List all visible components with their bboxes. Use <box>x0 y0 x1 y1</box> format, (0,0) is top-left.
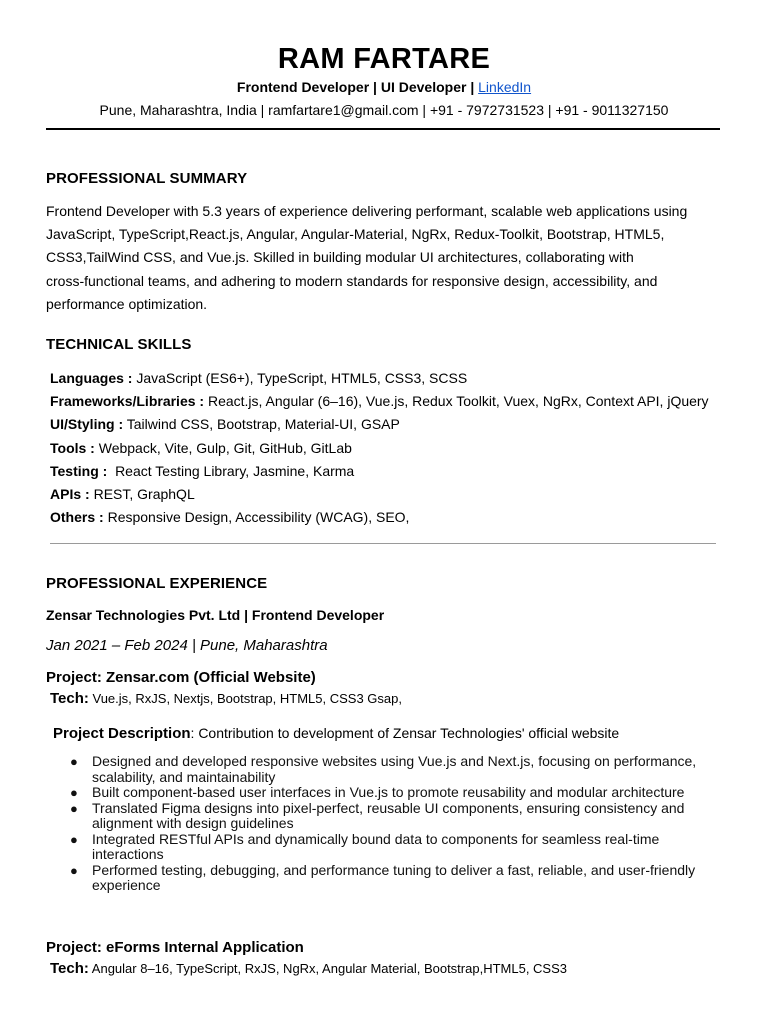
bullet-line: Built component-based user interfaces in Vue.js to promote reusability and modular architecture <box>92 784 685 800</box>
experience-heading: PROFESSIONAL EXPERIENCE <box>46 575 268 592</box>
company-line: Zensar Technologies Pvt. Ltd | Frontend Developer <box>46 607 385 623</box>
skills-list <box>50 367 750 529</box>
bullet-dot-icon: ● <box>70 800 78 816</box>
skill-row <box>50 460 750 483</box>
tech-label: Tech: <box>50 960 89 977</box>
skill-label: Testing : <box>50 462 108 479</box>
summary-line: Frontend Developer with 5.3 years of experience delivering performant, scalable web applications using <box>46 203 688 219</box>
skill-row <box>50 483 750 506</box>
project-description <box>53 723 619 744</box>
tech-value: Angular 8–16, TypeScript, RxJS, NgRx, Angular Material, Bootstrap,HTML5, CSS3 <box>88 961 567 976</box>
project-tech <box>50 959 567 979</box>
bullet-line: scalability, and maintainability <box>92 768 276 785</box>
candidate-name: RAM FARTARE <box>277 43 491 75</box>
summary-line: performance optimization. <box>46 295 208 312</box>
bullet-item <box>70 832 720 863</box>
skill-row <box>50 413 750 436</box>
skill-value: JavaScript (ES6+), TypeScript, HTML5, CSS3, SCSS <box>132 370 468 386</box>
project-title: Project: Zensar.com (Official Website) <box>46 669 316 686</box>
bullet-item <box>70 785 720 801</box>
skill-value: React Testing Library, Jasmine, Karma <box>107 462 355 479</box>
project-title: Project: eForms Internal Application <box>46 939 304 956</box>
skill-value: REST, GraphQL <box>89 486 195 503</box>
skill-row <box>50 390 750 413</box>
skill-row <box>50 437 750 460</box>
skill-label: Others : <box>50 509 104 526</box>
skill-row <box>50 506 750 529</box>
tech-label: Tech: <box>50 690 89 707</box>
summary-heading: PROFESSIONAL SUMMARY <box>46 170 248 187</box>
skill-label: UI/Styling : <box>50 416 124 433</box>
bullet-line: interactions <box>92 846 164 862</box>
skill-value: Responsive Design, Accessibility (WCAG), SEO, <box>103 509 410 526</box>
summary-line: JavaScript, TypeScript,React.js, Angular, Angular-Material, NgRx, Redux-Toolkit, Bootstrap, HTML5, <box>46 226 665 243</box>
description-value: : Contribution to development of Zensar Technologies' official website <box>190 725 620 741</box>
summary-line: cross-functional teams, and adhering to modern standards for responsive design, accessibility, and <box>46 272 658 289</box>
contact-line: Pune, Maharashtra, India | ramfartare1@gmail.com | +91 - 7972731523 | +91 - 9011327150 <box>99 102 669 118</box>
bullet-item <box>70 754 720 785</box>
section-divider <box>50 543 716 544</box>
bullet-line: alignment with design guidelines <box>92 815 294 831</box>
skill-label: Frameworks/Libraries : <box>50 393 205 410</box>
skill-label: Languages : <box>50 370 133 386</box>
linkedin-link[interactable]: LinkedIn <box>478 79 532 95</box>
tech-value: Vue.js, RxJS, Nextjs, Bootstrap, HTML5, CSS3 Gsap, <box>88 691 402 706</box>
description-label: Project Description <box>53 725 191 742</box>
bullet-dot-icon: ● <box>70 862 78 878</box>
summary-text <box>46 200 726 316</box>
bullet-dot-icon: ● <box>70 754 78 769</box>
bullet-line: Translated Figma designs into pixel-perfect, reusable UI components, ensuring consistency and <box>92 799 685 816</box>
project-tech <box>50 689 402 709</box>
bullet-line: Designed and developed responsive websites using Vue.js and Next.js, focusing on performance, <box>92 753 697 769</box>
skill-label: Tools : <box>50 439 95 456</box>
skill-row <box>50 367 750 390</box>
employment-dates: Jan 2021 – Feb 2024 | Pune, Maharashtra <box>46 637 328 654</box>
bullet-line: Integrated RESTful APIs and dynamically bound data to components for seamless real-time <box>92 830 660 847</box>
project-bullets <box>70 754 720 894</box>
skill-value: Webpack, Vite, Gulp, Git, GitHub, GitLab <box>94 439 352 456</box>
bullet-item <box>70 863 720 894</box>
skill-value: Tailwind CSS, Bootstrap, Material-UI, GSAP <box>123 416 400 433</box>
bullet-dot-icon: ● <box>70 831 78 847</box>
bullet-line: experience <box>92 877 161 893</box>
bullet-line: Performed testing, debugging, and performance tuning to deliver a fast, reliable, and user-friendly <box>92 861 696 878</box>
bullet-item <box>70 801 720 832</box>
skill-label: APIs : <box>50 486 90 503</box>
summary-line: CSS3,TailWind CSS, and Vue.js. Skilled in building modular UI architectures, collaborating with <box>46 249 634 266</box>
skill-value: React.js, Angular (6–16), Vue.js, Redux Toolkit, Vuex, NgRx, Context API, jQuery <box>204 393 709 410</box>
skills-heading: TECHNICAL SKILLS <box>46 336 192 353</box>
role-titles: Frontend Developer | UI Developer | <box>236 79 479 95</box>
role-line <box>0 78 768 96</box>
bullet-dot-icon: ● <box>70 785 78 800</box>
header-divider <box>46 128 720 130</box>
